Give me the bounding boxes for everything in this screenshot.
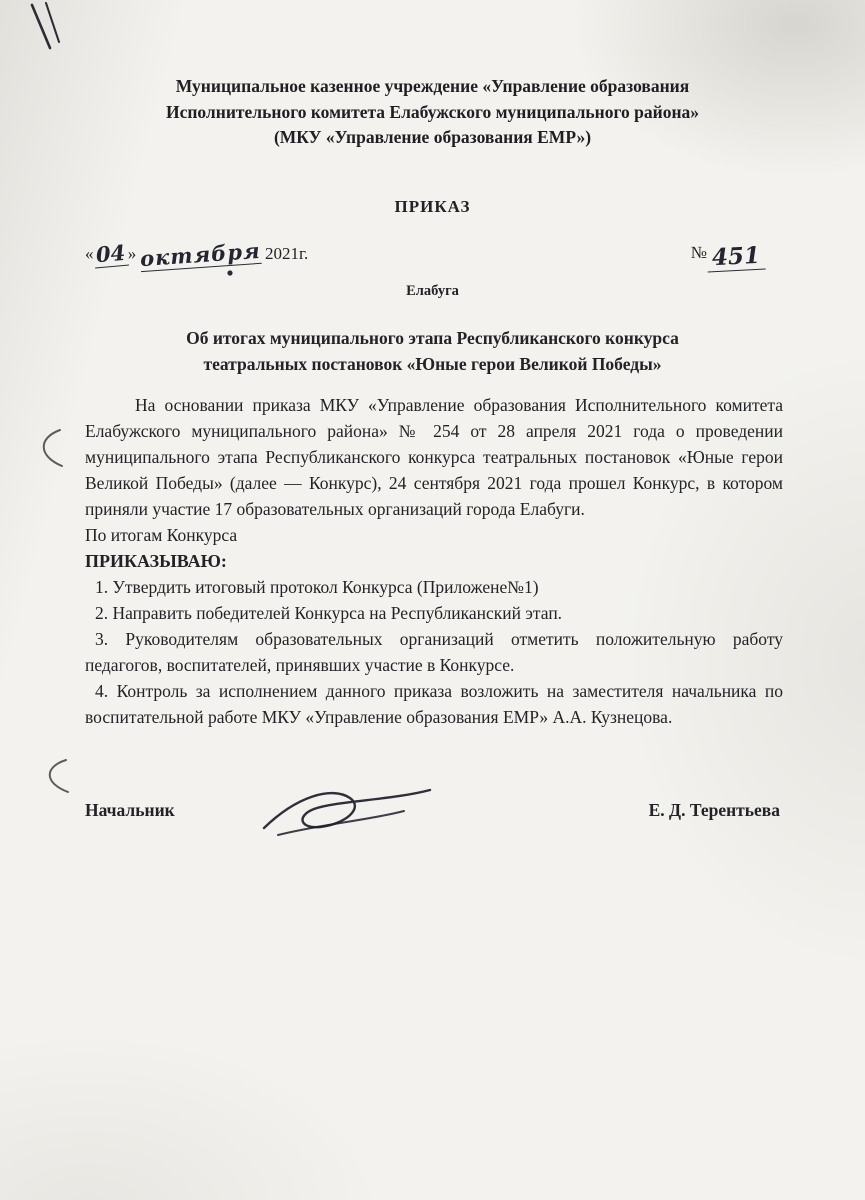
title-line-1: Об итогах муниципального этапа Республиканского конкурса (186, 327, 679, 348)
order-item-1: 1. Утвердить итоговый протокол Конкурса (Приложене№1) (95, 576, 539, 597)
scan-crease-left-lower (42, 758, 76, 796)
document-header (113, 0, 753, 151)
order-item-2: 2. Направить победителей Конкурса на Республиканский этап. (95, 602, 563, 623)
ink-dot (225, 268, 235, 278)
date-close-quote: » (127, 243, 137, 263)
title-line-2: театральных постановок «Юные герои Великой Победы» (203, 353, 662, 374)
date-field (85, 237, 309, 271)
document-title (0, 325, 865, 377)
document-type-heading: ПРИКАЗ (394, 196, 471, 216)
header-line-3: (МКУ «Управление образования ЕМР») (273, 127, 592, 147)
order-item-3: 3. Руководителям образовательных организаций отметить положительную работу педагогов, воспитателей, принявших участие в Конкурсе. (85, 628, 783, 675)
body-paragraph: На основании приказа МКУ «Управление образования Исполнительного комитета Елабужского муниципального района» № 254 от 28 апреля 2021 года о проведении муниципального этапа Республиканского конкурса театральных постановок «Юные герои Великой Победы» (далее — Конкурс), 24 сентября 2021 года прошел Конкурс, в котором приняли участие 17 образовательных организаций города Елабуги. (85, 394, 783, 519)
header-line-2: Исполнительного комитета Елабужского муниципального района» (165, 101, 700, 122)
handwritten-number: 451 (706, 241, 765, 272)
scan-crease-left-upper (36, 428, 70, 470)
signature-row (85, 780, 780, 842)
date-open-quote: « (85, 243, 94, 263)
handwritten-day: 04 (92, 239, 128, 268)
signatory-name: Е. Д. Терентьева (648, 800, 780, 820)
date-year: 2021г. (264, 243, 309, 263)
header-line-1: Муниципальное казенное учреждение «Управление образования (175, 76, 690, 96)
order-heading: ПРИКАЗЫВАЮ: (85, 550, 227, 571)
city-line: Елабуга (406, 282, 459, 299)
order-item-4: 4. Контроль за исполнением данного приказа возложить на заместителя начальника по воспитательной работе МКУ «Управление образования ЕМР» А.А. Кузнецова. (85, 680, 783, 727)
results-line: По итогам Конкурса (85, 524, 238, 545)
handwritten-month: октября (139, 237, 262, 271)
pen-mark-top-left (22, 2, 76, 56)
number-label: № (690, 242, 707, 262)
document-number-field (690, 237, 765, 271)
date-number-row (85, 237, 765, 271)
signatory-position: Начальник (85, 800, 175, 820)
signature-scribble (252, 780, 452, 842)
